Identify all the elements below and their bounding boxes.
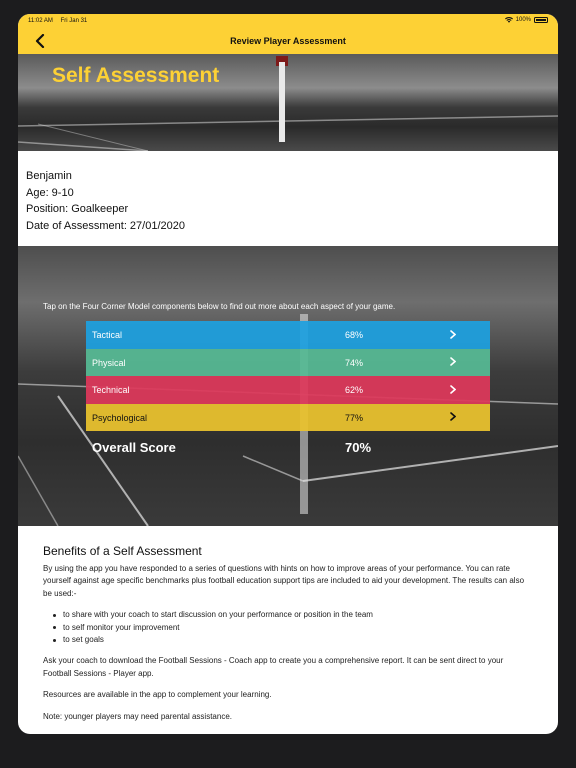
component-row-psychological[interactable]	[86, 404, 490, 432]
app-screen	[18, 14, 558, 734]
component-score: 62%	[345, 385, 364, 395]
chevron-right-icon	[448, 383, 458, 395]
navigation-bar	[18, 28, 558, 54]
component-name: Psychological	[92, 412, 148, 423]
wifi-icon	[505, 17, 513, 23]
benefits-section	[43, 544, 533, 732]
chevron-right-icon	[448, 356, 458, 368]
component-list	[86, 321, 490, 431]
component-score: 74%	[345, 357, 364, 368]
player-age: Age: 9-10	[26, 186, 74, 199]
player-position: Position: Goalkeeper	[26, 203, 129, 215]
overall-score-value: 70%	[345, 440, 372, 455]
list-item: to share with your coach to start discussion on your performance or position in the team	[53, 609, 533, 621]
benefits-uses-list	[53, 609, 533, 646]
corner-flag-pole	[279, 62, 285, 142]
benefits-heading: Benefits of a Self Assessment	[43, 544, 202, 558]
component-score: 77%	[345, 412, 364, 423]
list-item: to self monitor your improvement	[53, 622, 533, 634]
status-bar	[18, 14, 558, 28]
battery-percent: 100%	[515, 17, 531, 23]
coach-note: Ask your coach to download the Football Sessions - Coach app to create you a comprehensive report. It can be sent direct to your Football Sessions - Player app.	[43, 656, 504, 678]
component-row-tactical[interactable]	[86, 321, 490, 349]
component-score: 68%	[345, 330, 364, 340]
status-date: Fri Jan 31	[60, 18, 88, 24]
home-indicator[interactable]	[206, 727, 370, 730]
player-name: Benjamin	[26, 170, 72, 182]
page-title: Review Player Assessment	[230, 36, 346, 46]
chevron-right-icon	[448, 328, 458, 340]
component-name: Tactical	[92, 330, 123, 340]
player-details	[26, 168, 185, 234]
list-item: to set goals	[53, 634, 533, 646]
hero-title: Self Assessment	[52, 64, 220, 87]
battery-icon	[534, 17, 548, 23]
model-instructions: Tap on the Four Corner Model components below to find out more about each aspect of your game.	[43, 302, 396, 311]
component-row-technical[interactable]	[86, 376, 490, 404]
benefits-intro: By using the app you have responded to a series of questions with hints on how to improve areas of your performance. You can rate yourself against age specific benchmarks plus football education support tips are included to aid your development. The results can also be used:-	[43, 564, 525, 598]
component-name: Physical	[92, 357, 126, 368]
overall-score-label: Overall Score	[92, 440, 176, 455]
component-row-physical[interactable]	[86, 349, 490, 377]
assessment-date: Date of Assessment: 27/01/2020	[26, 219, 185, 232]
hero-banner	[18, 54, 558, 151]
parental-note: Note: younger players may need parental assistance.	[43, 711, 232, 721]
chevron-right-icon	[448, 411, 458, 423]
status-time: 11:02 AM	[28, 18, 53, 24]
four-corner-model-panel	[18, 246, 558, 526]
component-name: Technical	[92, 385, 130, 395]
resources-note: Resources are available in the app to complement your learning.	[43, 690, 272, 700]
